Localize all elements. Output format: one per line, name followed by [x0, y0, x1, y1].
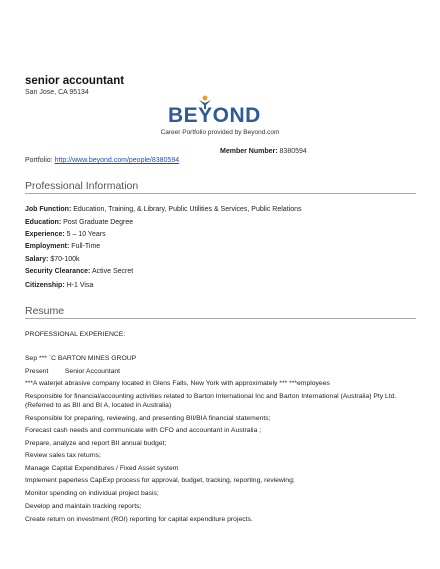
experience-line: Monitor spending on individual project basis;: [25, 490, 159, 497]
candidate-title: senior accountant: [25, 75, 125, 87]
member-number-label: Member Number:: [220, 148, 278, 155]
portfolio-provider-note: Career Portfolio provided by Beyond.com: [160, 129, 280, 136]
experience-line: ***A waterjet abrasive company located in Glens Falls, New York with approximately *** ***employees: [25, 380, 330, 387]
experience-line: Prepare, analyze and report BII annual budget;: [25, 440, 167, 447]
info-value: Full-Time: [71, 243, 101, 250]
info-key: Citizenship:: [25, 282, 65, 289]
info-row-education: [25, 219, 133, 226]
role-line: [25, 368, 120, 375]
experience-line: Forecast cash needs and communicate with CFO and accountant in Australia ;: [25, 427, 262, 434]
info-row-salary: [25, 256, 80, 263]
role-title: Senior Accountant: [64, 368, 121, 375]
info-value: Post Graduate Degree: [63, 219, 134, 226]
experience-line: Responsible for financial/accounting activities related to Barton International Inc and Barton International (Australia) Pty Ltd. (Referred to as BII and BI A, located in Australia): [25, 393, 397, 409]
portfolio-link[interactable]: http://www.beyond.com/people/8380594: [54, 157, 180, 164]
info-value: Active Secret: [91, 268, 134, 275]
employer-line: Sep *** `C BARTON MINES GROUP: [25, 355, 137, 362]
info-row-citizenship: [25, 282, 93, 289]
info-key: Education:: [25, 219, 62, 226]
info-row-security-clearance: [25, 268, 133, 275]
role-period: Present: [25, 368, 49, 375]
professional-info-heading: Professional Information: [25, 180, 139, 192]
section-divider: [25, 193, 416, 194]
member-number: [220, 148, 307, 155]
info-row-job-function: [25, 206, 301, 213]
info-row-experience: [25, 231, 106, 238]
experience-line: Review sales tax returns;: [25, 452, 101, 459]
experience-line: Manage Capital Expenditures / Fixed Asset system: [25, 465, 179, 472]
info-key: Employment:: [25, 243, 70, 250]
portfolio-line: [25, 157, 179, 164]
info-key: Experience:: [25, 231, 65, 238]
section-divider: [25, 318, 416, 319]
info-value: $70-100k: [50, 256, 80, 263]
logo-wordmark: BEYOND: [168, 104, 261, 127]
info-row-employment: [25, 243, 100, 250]
info-key: Security Clearance:: [25, 268, 91, 275]
portfolio-label: Portfolio:: [25, 157, 53, 164]
member-number-value: 8380594: [279, 148, 307, 155]
experience-line: Develop and maintain tracking reports;: [25, 503, 142, 510]
info-key: Salary:: [25, 256, 49, 263]
experience-line: Responsible for preparing, reviewing, and presenting BII/BIA financial statements;: [25, 415, 271, 422]
info-value: Education, Training, & Library, Public Utilities & Services, Public Relations: [73, 206, 302, 213]
info-value: H-1 Visa: [66, 282, 94, 289]
experience-line: Implement paperless CapExp process for approval, budget, tracking, reporting, reviewing;: [25, 477, 295, 484]
info-value: 5 – 10 Years: [66, 231, 106, 238]
experience-heading: PROFESSIONAL EXPERIENCE:: [25, 331, 126, 338]
candidate-location: San Jose, CA 95134: [25, 89, 89, 96]
resume-heading: Resume: [25, 305, 65, 317]
beyond-logo[interactable]: [168, 95, 272, 129]
experience-line: Create return on investment (ROI) reporting for capital expenditure projects.: [25, 516, 253, 523]
info-key: Job Function:: [25, 206, 72, 213]
